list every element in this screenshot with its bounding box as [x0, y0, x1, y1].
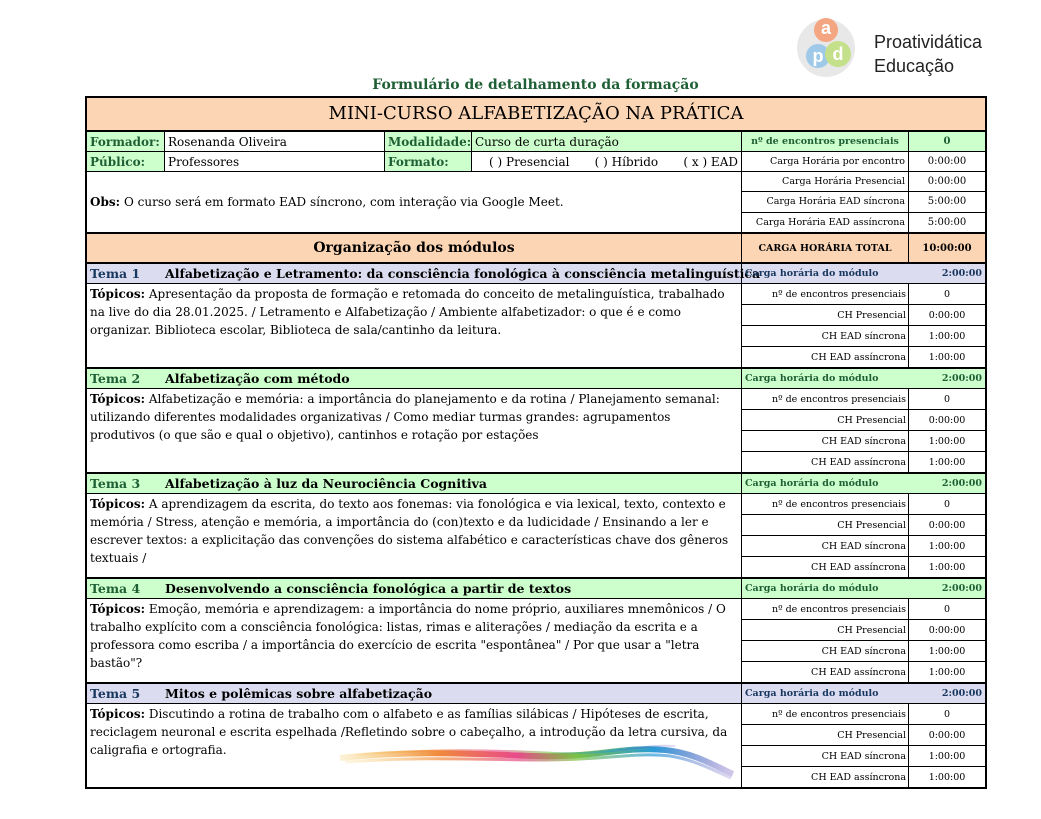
ch-module-value: 2:00:00: [941, 373, 982, 384]
theme-topics: [87, 599, 742, 682]
ch-module-value: 2:00:00: [941, 268, 982, 279]
ch-module-value: 2:00:00: [941, 688, 982, 699]
theme-hours: [742, 284, 985, 367]
topics-text: Alfabetização e memória: a importância do planejamento e da rotina / Planejamento semanal: utilizando diferentes modalidades organizativas / Como mediar turmas grandes: agrupamentos produtivos (o que são e qual o objetivo), cantinhos e rotação por estações: [90, 392, 720, 442]
topics-label: Tópicos:: [90, 497, 146, 511]
formador-label: Formador:: [87, 132, 165, 151]
encontros-value: 0: [943, 708, 951, 720]
modules-header: [87, 234, 985, 264]
theme-body: [87, 599, 985, 684]
encontros-label: nº de encontros presenciais: [742, 494, 909, 514]
topics-text: A aprendizagem da escrita, do texto aos fonemas: via fonológica e via lexical, texto, contexto e memória / Stress, atenção e memória, a importância do (con)texto e da ludicidade / Ensinando a ler e escrever textos: a explicitação das convenções do sistema alfabético e características chave dos gêneros textuais /: [90, 497, 729, 565]
ch-sincrona-label: CH EAD síncrona: [742, 536, 909, 556]
ch-presencial-label: Carga Horária Presencial: [742, 172, 909, 191]
svg-text:p: p: [812, 46, 824, 66]
topics-label: Tópicos:: [90, 287, 146, 301]
ch-module-label: Carga horária do módulo: [745, 478, 879, 489]
ch-sincrona-value: 1:00:00: [928, 330, 966, 342]
ch-sincrona-value: 5:00:00: [927, 196, 967, 208]
obs-label: Obs:: [90, 195, 121, 209]
topics-text: Emoção, memória e aprendizagem: a importância do nome próprio, auxiliares mnemônicos / O trabalho explícito com a consciência fonológica: listas, rimas e aliterações / mediação da escrita e a professora como escriba / a importância do exercício de escrita "espontânea" / Por que usar a "letra bastão"?: [90, 602, 726, 670]
theme-hours: [742, 494, 985, 577]
ch-module-label: Carga horária do módulo: [745, 688, 879, 699]
ch-sincrona-label: CH EAD síncrona: [742, 326, 909, 346]
ch-presencial-value: 0:00:00: [928, 729, 966, 741]
ch-assincrona-label: CH EAD assíncrona: [742, 452, 909, 472]
formador-value: Rosenanda Oliveira: [165, 132, 385, 151]
ch-sincrona-label: CH EAD síncrona: [742, 431, 909, 451]
topics-text: Discutindo a rotina de trabalho com o alfabeto e as famílias silábicas / Hipóteses de escrita, reciclagem neuronal e escrita espelhada /Refletindo sobre o cabeçalho, a introdução da letra cursiva, da caligrafia e ortografia.: [90, 707, 728, 757]
ch-sincrona-label: Carga Horária EAD síncrona: [742, 192, 909, 211]
theme-hours: [742, 389, 985, 472]
logo-line1: Proatividática: [874, 32, 983, 52]
logo-line2: Educação: [874, 56, 955, 76]
theme-ch-module: [742, 684, 985, 703]
ch-presencial-label: CH Presencial: [742, 305, 909, 325]
obs-text: [87, 172, 742, 232]
encontros-value: 0: [943, 603, 951, 615]
modalidade-label: Modalidade:: [385, 132, 472, 151]
theme-ch-module: [742, 264, 985, 283]
ch-sincrona-value: 1:00:00: [928, 750, 966, 762]
modalidade-value: Curso de curta duração: [472, 132, 742, 151]
ch-assincrona-value: 1:00:00: [928, 771, 966, 783]
ch-presencial-value: 0:00:00: [927, 176, 967, 188]
publico-value: Professores: [165, 152, 385, 171]
obs-value: O curso será em formato EAD síncrono, com interação via Google Meet.: [124, 195, 564, 209]
theme-hours: [742, 704, 985, 787]
ch-sincrona-value: 1:00:00: [928, 540, 966, 552]
encontros-value: 0: [943, 288, 951, 300]
theme-number: Tema 3: [90, 476, 141, 491]
ch-assincrona-label: CH EAD assíncrona: [742, 347, 909, 367]
theme-ch-module: [742, 579, 985, 598]
theme-header: [87, 264, 985, 284]
encontros-label: nº de encontros presenciais: [742, 704, 909, 724]
ch-sincrona-label: CH EAD síncrona: [742, 746, 909, 766]
course-title: MINI-CURSO ALFABETIZAÇÃO NA PRÁTICA: [87, 98, 985, 132]
encontros-label: nº de encontros presenciais: [742, 599, 909, 619]
theme-body: [87, 494, 985, 579]
ch-summary: [742, 172, 985, 232]
encontros-value: 0: [943, 498, 951, 510]
ch-presencial-value: 0:00:00: [928, 519, 966, 531]
formato-options: [472, 152, 742, 171]
theme-number: Tema 1: [90, 266, 141, 281]
encontros-value: 0: [943, 393, 951, 405]
theme-header: [87, 474, 985, 494]
rainbow-wave-decoration: [335, 740, 735, 780]
obs-block: [87, 172, 985, 234]
theme-title: Desenvolvendo a consciência fonológica a partir de textos: [165, 579, 742, 598]
formato-presencial: ( ) Presencial: [489, 154, 570, 169]
ch-presencial-value: 0:00:00: [928, 624, 966, 636]
theme-hours: [742, 599, 985, 682]
info-row-formador: [87, 132, 985, 152]
ch-assincrona-label: Carga Horária EAD assíncrona: [742, 213, 909, 232]
ch-module-value: 2:00:00: [941, 583, 982, 594]
ch-module-label: Carga horária do módulo: [745, 373, 879, 384]
theme-title: Alfabetização com método: [165, 369, 742, 388]
total-value: 10:00:00: [922, 242, 972, 254]
theme-title: Alfabetização à luz da Neurociência Cognitiva: [165, 474, 742, 493]
total-label: CARGA HORÁRIA TOTAL: [742, 234, 909, 262]
theme-ch-module: [742, 369, 985, 388]
ch-assincrona-label: CH EAD assíncrona: [742, 767, 909, 787]
ch-sincrona-label: CH EAD síncrona: [742, 641, 909, 661]
course-form: [85, 96, 987, 789]
formato-hibrido: ( ) Híbrido: [594, 154, 659, 169]
ch-assincrona-value: 5:00:00: [927, 216, 967, 228]
ch-presencial-value: 0:00:00: [928, 309, 966, 321]
ch-encontro-label: Carga Horária por encontro: [742, 152, 909, 171]
ch-module-value: 2:00:00: [941, 478, 982, 489]
ch-assincrona-value: 1:00:00: [928, 351, 966, 363]
ch-assincrona-label: CH EAD assíncrona: [742, 662, 909, 682]
theme-topics: [87, 494, 742, 577]
theme-title: Mitos e polêmicas sobre alfabetização: [165, 684, 742, 703]
ch-presencial-label: CH Presencial: [742, 725, 909, 745]
theme-topics: [87, 284, 742, 367]
theme-header: [87, 579, 985, 599]
theme-topics: [87, 389, 742, 472]
encontros-label: nº de encontros presenciais: [742, 132, 909, 151]
theme-body: [87, 704, 985, 787]
theme-header: [87, 369, 985, 389]
theme-number: Tema 2: [90, 371, 141, 386]
topics-label: Tópicos:: [90, 392, 146, 406]
ch-assincrona-value: 1:00:00: [928, 456, 966, 468]
theme-header: [87, 684, 985, 704]
theme-number: Tema 4: [90, 581, 141, 596]
encontros-label: nº de encontros presenciais: [742, 389, 909, 409]
topics-label: Tópicos:: [90, 707, 146, 721]
publico-label: Público:: [87, 152, 165, 171]
topics-label: Tópicos:: [90, 602, 146, 616]
formato-label: Formato:: [385, 152, 472, 171]
theme-number: Tema 5: [90, 686, 141, 701]
svg-text:d: d: [832, 44, 844, 64]
ch-module-label: Carga horária do módulo: [745, 583, 879, 594]
info-row-publico: [87, 152, 985, 172]
ch-module-label: Carga horária do módulo: [745, 268, 879, 279]
theme-body: [87, 284, 985, 369]
ch-presencial-label: CH Presencial: [742, 620, 909, 640]
theme-body: [87, 389, 985, 474]
ch-presencial-label: CH Presencial: [742, 410, 909, 430]
form-title: Formulário de detalhamento da formação: [372, 77, 699, 93]
ch-assincrona-value: 1:00:00: [928, 666, 966, 678]
theme-ch-module: [742, 474, 985, 493]
modules-title: Organização dos módulos: [87, 234, 742, 262]
svg-text:a: a: [820, 18, 832, 38]
encontros-label: nº de encontros presenciais: [742, 284, 909, 304]
ch-encontro-value: 0:00:00: [927, 156, 967, 167]
ch-assincrona-label: CH EAD assíncrona: [742, 557, 909, 577]
formato-ead: ( x ) EAD: [683, 154, 738, 169]
ch-assincrona-value: 1:00:00: [928, 561, 966, 573]
logo-text: [874, 30, 982, 78]
ch-sincrona-value: 1:00:00: [928, 645, 966, 657]
topics-text: Apresentação da proposta de formação e retomada do conceito de metalinguística, trabalhado na live do dia 28.01.2025. / Letramento e Alfabetização / Ambiente alfabetizador: o que é e como organizar. Biblioteca escolar, Biblioteca de sala/cantinho da leitura.: [90, 287, 725, 337]
theme-title: Alfabetização e Letramento: da consciência fonológica à consciência metalinguística: [165, 266, 761, 281]
theme-topics: [87, 704, 742, 787]
ch-sincrona-value: 1:00:00: [928, 435, 966, 447]
ch-presencial-value: 0:00:00: [928, 414, 966, 426]
ch-presencial-label: CH Presencial: [742, 515, 909, 535]
encontros-value: 0: [909, 132, 985, 151]
